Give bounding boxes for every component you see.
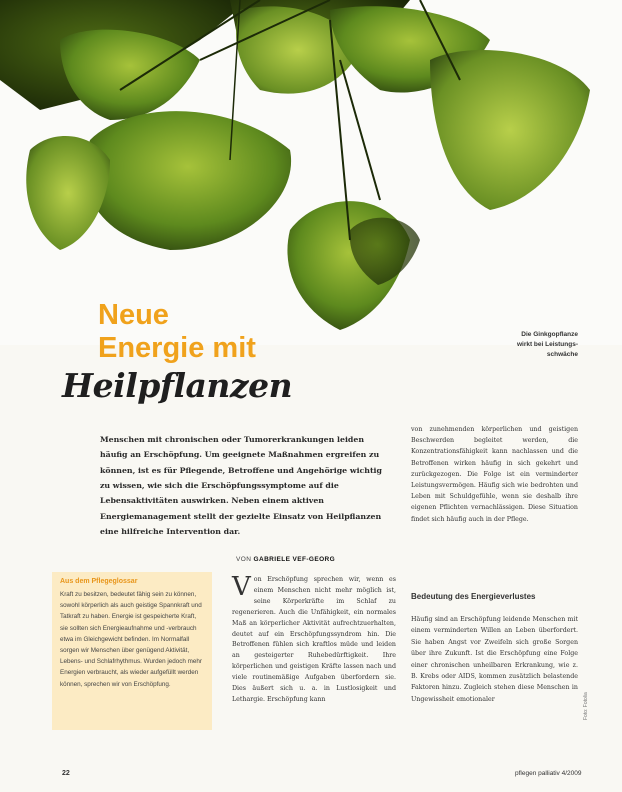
caption-line: Die Ginkgopflanze	[521, 331, 578, 338]
byline	[236, 556, 335, 563]
glossary-box	[52, 572, 212, 730]
body-column-right-continued: Häufig sind an Erschöpfung leidende Menschen mit einem verminderten Willen an Leben überfordert. Sie haben Angst vor Zweifeln sich große Sorgen über ihre Zukunft. Ist die Erschöpfung eine Folge einer chronischen unheilbaren Erkrankung, wie z. B. Krebs oder AIDS, kommen zusätzlich belastende Faktoren hinzu. Zugleich stehen diese Menschen in Ungewissheit emotionaler	[411, 616, 578, 703]
caption-line: wirkt bei Leistungs-	[516, 341, 578, 348]
glossary-title: Aus dem Pflegeglossar	[60, 578, 138, 585]
photo-credit: Foto: Fotolia	[583, 692, 589, 720]
headline-line-1: Neue	[98, 299, 169, 331]
headline	[98, 299, 256, 365]
magazine-folio: pflegen palliativ 4/2009	[515, 770, 582, 777]
headline-line-2: Energie mit	[98, 332, 256, 364]
dropcap: V	[232, 572, 251, 602]
ginkgo-leaves-icon	[0, 0, 622, 345]
caption-line: schwäche	[546, 351, 578, 358]
page-number: 22	[62, 770, 70, 777]
script-title: Heilpflanzen	[62, 366, 293, 405]
section-subhead: Bedeutung des Energieverlustes	[411, 592, 536, 601]
image-caption	[492, 330, 578, 360]
lead-paragraph: Menschen mit chronischen oder Tumorerkrankungen leiden häufig an Erschöpfung. Um geeignete Maßnahmen ergreifen zu können, ist es für Pflegende, Betroffene und Angehörige wichtig zu wissen, wie sich die Erschöpfungssymptome auf die Lebensaktivitäten auswirken. Neben einem aktiven Energiemanagement stellt der gezielte Einsatz von Heilpflanzen eine hilfreiche Intervention dar.	[100, 434, 382, 537]
body-column-middle	[232, 572, 396, 706]
body-text-middle: on Erschöpfung sprechen wir, wenn es einem Menschen nicht mehr möglich ist, seine Körperkräfte im Schlaf zu regenerieren. Auch die Unfähigkeit, ein normales Maß an körperlicher Aktivität aufrechtzuerhalten, deutet auf ein Erschöpfungssyndrom hin. Die Betroffenen fühlen sich kraftlos müde und leiden an gesteigerter Ruhebedürftigkeit. Ihre körperlichen und geistigen Kräfte lassen nach und viele routinemäßige Aufgaben überfordern sie. Dies äußert sich u. a. in Lustlosigkeit und Lethargie. Erschöpfung kann	[232, 576, 396, 703]
glossary-text: Kraft zu besitzen, bedeutet fähig sein zu können, sowohl körperlich als auch geistige Spannkraft und Tatkraft zu haben. Energie ist gespeicherte Kraft, sie sollten sich Energieaufnahme und -verbrauch etwa im Gleichgewicht befinden. Im Normalfall sorgen wir Menschen über genügend Aktivität, Lebens- und Schlafrhythmus. Wurden jedoch mehr Energien verbraucht, als wieder aufgefüllt werden können, sprechen wir von Erschöpfung.	[60, 591, 202, 688]
ginkgo-leaves-image	[0, 0, 622, 345]
byline-author: GABRIELE VEF-GEORG	[253, 556, 336, 563]
body-column-right: von zunehmenden körperlichen und geistigen Beschwerden begleitet werden, die Konzentrationsfähigkeit kann nachlassen und die Betroffenen wirken häufig in sich gekehrt und zurückgezogen. Die Folge ist ein verminderter Leistungsvermögen. Häufig sich wie bedrohten und Leben mit Schuldgefühle, wenn sie deshalb ihre eigenen Pflichten vernachlässigen. Diese Situation findet sich häufig auch in der Pflege.	[411, 426, 578, 523]
byline-prefix: VON	[236, 556, 252, 563]
